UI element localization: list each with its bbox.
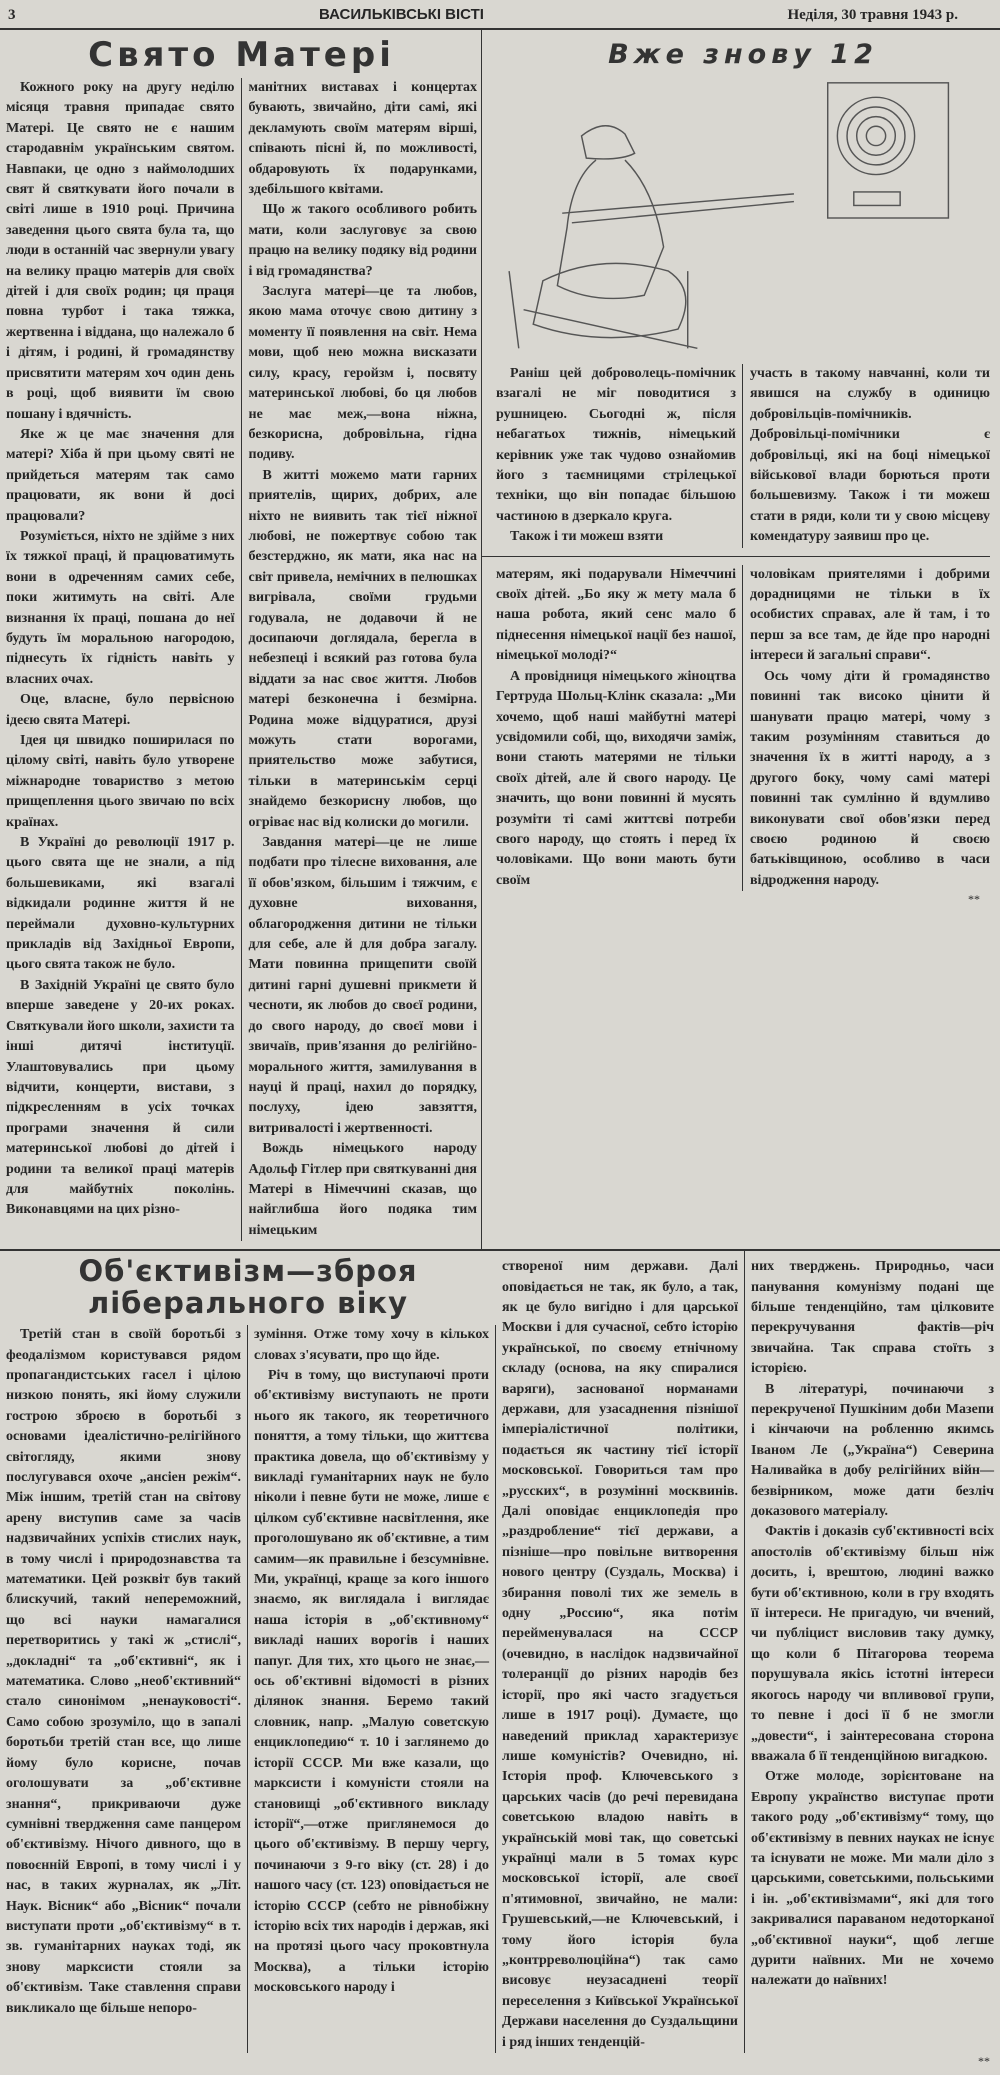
end-mark: **: [978, 2054, 990, 2068]
paragraph: Ідея ця швидко поширилася по цілому світі, навіть було утворене міжнародне товариство з метою прищеплення цього звичаю по всіх країнах.: [6, 733, 235, 830]
paragraph: Що ж такого особливого робить мати, коли заслуговує за свою працю на велику подяку від родини і від громадянства?: [248, 202, 477, 279]
paragraph: В літературі, починаючи з перекрученої Пушкіним доби Мазепи і кінчаючи на робленню якимсь Іваном Ле („Україна“) Северина Наливайка в добу релігійних війн—безвірником, може дати безліч доказового матеріалу.: [751, 1381, 994, 1520]
paragraph: Також і ти можеш взяти: [510, 529, 664, 545]
objectivism-column-4: [745, 1251, 1000, 2053]
paragraph: них тверджень. Природньо, часи панування комунізму подані ще більше тенденційно, там цілковите перекручування фактів—річ звичайна. Так справа стоїть з історією.: [751, 1259, 994, 1377]
page-number: 3: [8, 7, 16, 23]
page-header: [0, 0, 1000, 30]
mother-day-continuation: [496, 565, 990, 892]
paragraph: зуміння. Отже тому хочу в кількох словах з'ясувати, про що йде.: [254, 1327, 489, 1363]
volunteer-column-1: [496, 364, 743, 548]
paragraph: створеної ним держави. Далі оповідається не так, як було, а так, як це було вигідно і для царської Москви і для сучасної, себто історію української, по своєму етнічному складу (основа, на яку спиралися варяги), заснованої норманами держави, для узасаднення пізнішої імперіалістичної політики, подається як частину тієї історії московської. Говориться там про „русских“, в розумінні москвинів. Далі оповідає енциклопедія про „раздробление“ тієї держави, а пізніше—про повільне витворення нового центру (Суздаль, Москва) і збирання поволі тих же земель в одну „Россию“, яка потім перейменувалася на СССР (очевидно, в наслідок надзвичайної толеранції до різних народів без історії, про які часто згадується лише в 1917 році). Думаєте, що наведений приклад характеризує лише комуністів? Очевидно, ні. Історія проф. Ключевського з царських часів (до речі перевидана советською владою навіть в українській мові так, що советські українці мали в 5 томах курс московської історії, але своєї п'ятимовної, звичайно, не мали: Грушевський,—не Ключевський, і тому його історія була „контрреволюційна“) так само висовує неузасаднені теорії переселення з Київської Української Держави населення до Суздальщини і ряд інших тенденцій-: [502, 1259, 738, 2050]
section-divider: [482, 556, 990, 557]
paragraph: Отже молоде, зорієнтоване на Европу українство виступає проти такого роду „об'єктивізму“ тому, що об'єктивізму в певних науках не існує та існувати не може. Ми мали діло з царськими, советськими, польськими і ін. „об'єктивізмами“, які для того закривалися параваном недоторканої „об'єктивної науки“, щоб легше дурити наївних. Ми не хочемо належати до наївних!: [751, 1769, 994, 1989]
volunteer-column-2: [743, 364, 990, 548]
paragraph: А провідниця німецького жіноцтва Гертруда Шольц-Клінк сказала: „Ми хочемо, щоб наші майбутні матері усвідомили собі, що, виходячи заміж, вони стають матерями не тільки своїх дітей, але й свого народу. Це значить, що вони повинні й мусять розуміти ті самі життєві потреби свого народу, що стоять і перед їх чоловіками. Що вони мають бути своїм: [496, 668, 736, 888]
mother-day-column-3: [496, 565, 743, 892]
paragraph: Завдання матері—це не лише подбати про тілесне виховання, але її обов'язком, більшим і тяжчим, є духовне виховання, облагородження дитини не тільки для себе, але й для добра загалу. Мати повинна прищепити своїй дитині гарні душевні прикмети й чесноти, як любов до своєї родини, до свого народу, до своєї мови і звичаїв, прив'язання до релігійно-морального життя, замилування в науці й праці, нахил до порядку, послуху, ідею завзяття, витривалості і жертвенності.: [248, 835, 477, 1136]
paragraph: В житті можемо мати гарних приятелів, щирих, добрих, але ніхто не виявить так тієї ніжної любові, не пожертвує собою так безстерджно, як мати, яка нас на світ привела, немічних в пелюшках вигрівала, своїми грудьми годувала, не додавочи й не досипаючи доглядала, берегла в небезпеці і всякий раз готова була віддати за нас своє життя. Любов матері безконечна і безмірна. Родина може відцуратися, друзі можуть стати ворогами, приятельство може забутися, тільки в материнськім серці знайдемо безкорисну любов, що огріває нас від колиски до могили.: [248, 467, 477, 830]
soldier-shooting-illustration: [496, 78, 976, 358]
paragraph: Розуміється, ніхто не здійме з них їх тяжкої праці, й працюватимуть вони в одреченням самих себе, поки житимуть на світі. Але визнання їх праці, пошана до неї будуть їм моральною нагородою, піднесуть їх гідність навіть у власних очах.: [6, 528, 235, 687]
mother-day-column-4: [743, 565, 990, 892]
volunteer-text: [496, 364, 990, 548]
paragraph: Оце, власне, було первісною ідеєю свята Матері.: [6, 692, 235, 728]
article-title-objectivism: [0, 1251, 496, 1325]
right-section: [482, 30, 1000, 1249]
paragraph: Фактів і доказів суб'єктивності всіх апостолів об'єктивізму більш ніж досить, і, врештою, людині важко бути об'єктивною, коли в гру входять її інтереси. Не пригадую, чи вчений, чи публіцист висловив таку думку, що коли б Пітагорова теорема порушувала якісь істотні інтереси якогось народу чи впливової групи, то певне і досі її б не змогли „довести“, і заінтересована сторона вважала б її тенденційною вигадкою.: [751, 1524, 994, 1764]
paragraph: Заслуга матері—це та любов, якою мама оточує свою дитину з моменту її появлення на світ. Нема мови, щоб нею можна висказати силу, красу, геройзм і, посвяту материнської любові, бо ця любов не має меж,—вона ніжна, безкорисна, добровільна, гідна подиву.: [248, 284, 477, 463]
paragraph: участь в такому навчанні, коли ти явишся на службу в одиницю добровільців-помічників. Добровільці-помічники є добровільці, які на боці німецької військової влади борються проти большевизму. Також і ти можеш стати в ряди, коли ти у свою місцеву комендатуру заявиш про це.: [750, 366, 990, 545]
paragraph: манітних виставах і концертах бувають, звичайно, діти самі, які декламують своїм матерям вірші, співають пісні й, по можливості, обдаровують їх подарунками, здебільшого квітами.: [248, 80, 477, 198]
paragraph: В Західній Україні це свято було вперше заведене у 20-их роках. Святкували його школи, захисти та інші дитячі інституції. Улаштовувались при цьому відчити, концерти, вистави, з підкресленням в усіх точках програми значення й сили материнської любові до дітей і родини та великої праці матерів для майбутніх поколінь. Виконавцями на цих різно-: [6, 977, 235, 1218]
article-title-mother-day: Свято Матері: [88, 35, 395, 75]
top-section: [0, 30, 1000, 1249]
issue-date: Неділя, 30 травня 1943 р.: [787, 7, 958, 23]
paragraph: Кожного року на другу неділю місяця травня припадає свято Матері. Це свято не є нашим стародавнім українським святом. Навпаки, це одно з наймолодших свят й святкувати його почали в світі лише в 1910 році. Причина заведення цього свята була та, що люди в останній час звернули увагу на велику працю матерів для своїх дітей і для своїх родин; ця праця повна турбот і така тяжка, жертвенна і віддана, що належало б і дітям, і родині, й громадянству присвятити матерям хоч один день в році, щоб виявити їм свою пошану і вдячність.: [6, 80, 235, 422]
objectivism-article: [0, 1251, 1000, 2053]
mother-day-column-2: [242, 78, 478, 1241]
mother-day-article: [0, 30, 482, 1249]
paragraph: Річ в тому, що виступаючі проти об'єктивізму виступають не проти нього як такого, як теоретичного поняття, а тому тільки, що життєва практика довела, що об'єктивізму у викладі гуманітарних наук не було ніколи і певне бути не може, лише є цілком суб'єктивне насвітлення, яке проголошувано як об'єктивне, а тим самим—як правильне і безсумнівне. Ми, українці, краще за кого іншого знаємо, як виглядала і виглядає наша історія в „об'єктивному“ викладі наших ворогів і наших папуг. Для тих, хто цього не знає,—ось об'єктивні відомості в різних ділянок знання. Беремо такий словник, напр. „Малую советскую енциклопедию“ т. 10 і заглянемо до історії СССР. Ми вже казали, що марксисти і комуністи стояли на становищі „об'єктивного викладу історії“,—отже приглянемося до цього об'єктивізму. В першу чергу, починаючи з 9-го віку (ст. 28) і до нашого часу (ст. 123) оповідається не історію СССР (себто не рівнобіжну історію всіх тих народів і держав, які на протязі цього часу проковтнула Москва), а тільки історію московського народу і: [254, 1367, 489, 1996]
paragraph: Вождь німецького народу Адольф Гітлер при святкуванні дня Матері в Німеччині сказав, що найглибша його подяка тим німецьким: [248, 1141, 477, 1238]
paragraph: Третій стан в своїй боротьбі з феодалізмом користувався рядом пропагандистських гасел і цілою низкою понять, які йому служили гострою зброєю в боротьбі з основами ідеалістично-релігійного світогляду, якими знову послугувався охоче „ансіен режім“. Між іншим, третій стан на світову арену виступив саме за часів надзвичайних успіхів стислих наук, в тому числі і природознавства та математики. Цей розквіт був такий блискучий, такий непереможний, що всі науки намагалися перетворитись у такі ж „стислі“, „докладні“ та „об'єктивні“, як і математика. Слово „необ'єктивний“ стало синонімом „ненауковості“. Само собою зрозуміло, що в запалі боротьби третій стан все, що лише йому було корисне, почав оголошувати за „об'єктивне знання“, прикриваючи дуже сумнівні твердження саме панцером об'єктивізму. Нічого дивного, що в повоєнній Европі, в тому числі і у нас, в таких журналах, як „Літ. Наук. Вісник“ або „Вісник“ почали виступати проти „об'єктивізму“ в т. зв. гуманітарних науках тоді, як знову марксисти стояли за об'єктивізм. Таке ставлення справи викликало ще більше непоро-: [6, 1327, 241, 2016]
paragraph: матерям, які подарували Німеччині своїх дітей. „Бо яку ж мету мала б наша робота, який сенс мало б піднесення німецької нації без нашої, німецької молоді?“: [496, 566, 736, 664]
paragraph: Раніш цей доброволець-помічник взагалі не міг поводитися з рушницею. Сьогодні ж, після небагатьох тижнів, німецький керівник уже так чудово ознайомив його з таємницями стрілецької техніки, що він попадає більшою частиною в дзеркало круга.: [496, 366, 736, 524]
newspaper-title: ВАСИЛЬКІВСЬКІ ВІСТІ: [319, 6, 484, 23]
paragraph: Ось чому діти й громадянство повинні так високо цінити й шанувати працю матері, чому з таким розумінням ставиться до значення їх в житті народу, а з другого боку, чому самі матері повинні так сумлінно й вдумливо виконувати свої обов'язки перед своєю родиною й своєю батьківщиною, особливо в часи відродження народу.: [750, 668, 990, 888]
article-title-volunteer: Вже знову 12: [608, 39, 878, 70]
objectivism-column-2: [248, 1325, 496, 2053]
title-line-1: Об'єктивізм—зброя: [78, 1254, 418, 1289]
paragraph: Яке ж це має значення для матері? Хіба й при цьому святі не прийдеться матерям так само працювати, як вони й досі працювали?: [6, 426, 235, 524]
objectivism-column-1: [0, 1325, 248, 2053]
paragraph: чоловікам приятелями і добрими дорадницями не тільки в їх особистих справах, але й там, і то перш за все там, де йде про народні інтереси й загальні справи“.: [750, 566, 990, 664]
paragraph: В Україні до революції 1917 р. цього свята ще не знали, а під большевиками, які взагалі відкидали родинне життя й не переймали духовно-культурних прикладів від Західньої Европи, цього свята також не було.: [6, 835, 235, 973]
end-mark: **: [968, 892, 980, 907]
objectivism-column-3: [496, 1251, 745, 2053]
title-line-2: ліберального віку: [87, 1286, 408, 1321]
mother-day-column-1: [6, 78, 242, 1241]
